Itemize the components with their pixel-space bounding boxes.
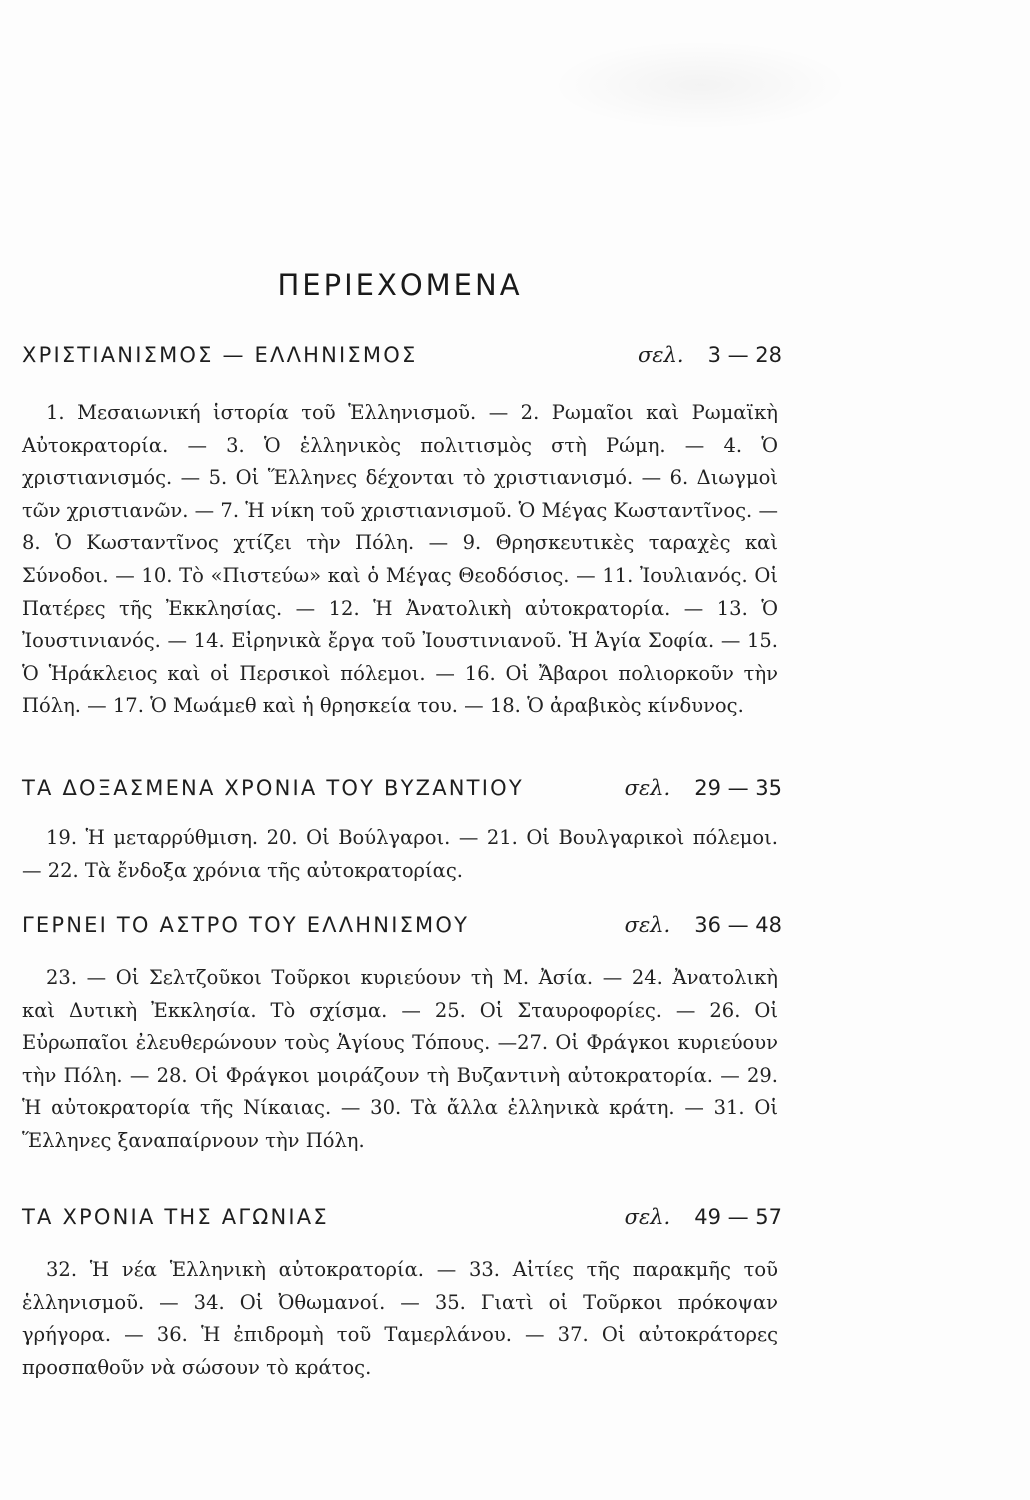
section-1-pages (638, 343, 782, 367)
section-4-pages (625, 1205, 782, 1229)
page-title: ΠΕΡΙΕΧΟΜΕΝΑ (277, 268, 523, 302)
bleed-through-shadow (550, 40, 850, 130)
section-4-heading-row (22, 1205, 782, 1237)
section-1-heading-row (22, 343, 782, 375)
section-2-page-label: σελ. (624, 776, 671, 800)
section-4-body (22, 1254, 778, 1384)
section-2-heading-row (22, 776, 782, 808)
section-1-page-label: σελ. (637, 343, 684, 367)
section-3-heading: ΓΕΡΝΕΙ ΤΟ ΑΣΤΡΟ ΤΟΥ ΕΛΛΗΝΙΣΜΟΥ (22, 913, 470, 937)
section-1-page-range: 3 — 28 (707, 343, 782, 367)
section-2-heading: ΤΑ ΔΟΞΑΣΜΕΝΑ ΧΡΟΝΙΑ ΤΟΥ ΒΥΖΑΝΤΙΟΥ (22, 776, 524, 800)
section-2-page-range: 29 — 35 (694, 776, 782, 800)
section-1-heading: ΧΡΙΣΤΙΑΝΙΣΜΟΣ — ΕΛΛΗΝΙΣΜΟΣ (22, 343, 418, 367)
section-3-page-range: 36 — 48 (694, 913, 782, 937)
section-3-heading-row (22, 913, 782, 945)
section-4-text: 32. Ἡ νέα Ἑλληνικὴ αὐτοκρατορία. — 33. Αἰτίες τῆς παρακμῆς τοῦ ἑλληνισμοῦ. — 34. Οἱ Ὀθωμανοί. — 35. Γιατὶ οἱ Τοῦρκοι πρόκοψαν γρήγορα. — 36. Ἡ ἐπιδρομὴ τοῦ Ταμερλάνου. — 37. Οἱ αὐτοκράτορες προσπαθοῦν νὰ σώσουν τὸ κράτος. (22, 1258, 778, 1379)
section-4-page-label: σελ. (624, 1205, 671, 1229)
section-2-body (22, 822, 778, 887)
section-2-text: 19. Ἡ μεταρρύθμιση. 20. Οἱ Βούλγαροι. — 21. Οἱ Βουλγαρικοὶ πόλεμοι. — 22. Τὰ ἔνδοξα χρόνια τῆς αὐτοκρατορίας. (22, 826, 778, 882)
section-3-text: 23. — Οἱ Σελτζοῦκοι Τοῦρκοι κυριεύουν τὴ Μ. Ἀσία. — 24. Ἀνατολικὴ καὶ Δυτικὴ Ἐκκλησία. Τὸ σχίσμα. — 25. Οἱ Σταυροφορίες. — 26. Οἱ Εὐρωπαῖοι ἐλευθερώνουν τοὺς Ἁγίους Τόπους. —27. Οἱ Φράγκοι κυριεύουν τὴν Πόλη. — 28. Οἱ Φράγκοι μοιράζουν τὴ Βυζαντινὴ αὐτοκρατορία. — 29. Ἡ αὐτοκρατορία τῆς Νίκαιας. — 30. Τὰ ἄλλα ἑλληνικὰ κράτη. — 31. Οἱ Ἕλληνες ξαναπαίρνουν τὴν Πόλη. (22, 966, 778, 1152)
section-1-text: 1. Μεσαιωνική ἱστορία τοῦ Ἑλληνισμοῦ. — 2. Ρωμαῖοι καὶ Ρωμαϊκὴ Αὐτοκρατορία. — 3. Ὁ ἑλληνικὸς πολιτισμὸς στὴ Ρώμη. — 4. Ὁ χριστιανισμός. — 5. Οἱ Ἕλληνες δέχονται τὸ χριστιανισμό. — 6. Διωγμοὶ τῶν χριστιανῶν. — 7. Ἡ νίκη τοῦ χριστιανισμοῦ. Ὁ Μέγας Κωσταντῖνος. — 8. Ὁ Κωσταντῖνος χτίζει τὴν Πόλη. — 9. Θρησκευτικὲς ταραχὲς καὶ Σύνοδοι. — 10. Τὸ «Πιστεύω» καὶ ὁ Μέγας Θεοδόσιος. — 11. Ἰουλιανός. Οἱ Πατέρες τῆς Ἐκκλησίας. — 12. Ἡ Ἀνατολικὴ αὐτοκρατορία. — 13. Ὁ Ἰουστινιανός. — 14. Εἰρηνικὰ ἔργα τοῦ Ἰουστινιανοῦ. Ἡ Ἁγία Σοφία. — 15. Ὁ Ἡράκλειος καὶ οἱ Περσικοὶ πόλεμοι. — 16. Οἱ Ἄβαροι πολιορκοῦν τὴν Πόλη. — 17. Ὁ Μωάμεθ καὶ ἡ θρησκεία του. — 18. Ὁ ἀραβικὸς κίνδυνος. (22, 401, 778, 718)
section-4-page-range: 49 — 57 (694, 1205, 782, 1229)
section-4-heading: ΤΑ ΧΡΟΝΙΑ ΤΗΣ ΑΓΩΝΙΑΣ (22, 1205, 329, 1229)
section-3-page-label: σελ. (624, 913, 671, 937)
section-3-pages (625, 913, 782, 937)
section-3-body (22, 962, 778, 1158)
section-2-pages (625, 776, 782, 800)
section-1-body (22, 397, 778, 723)
